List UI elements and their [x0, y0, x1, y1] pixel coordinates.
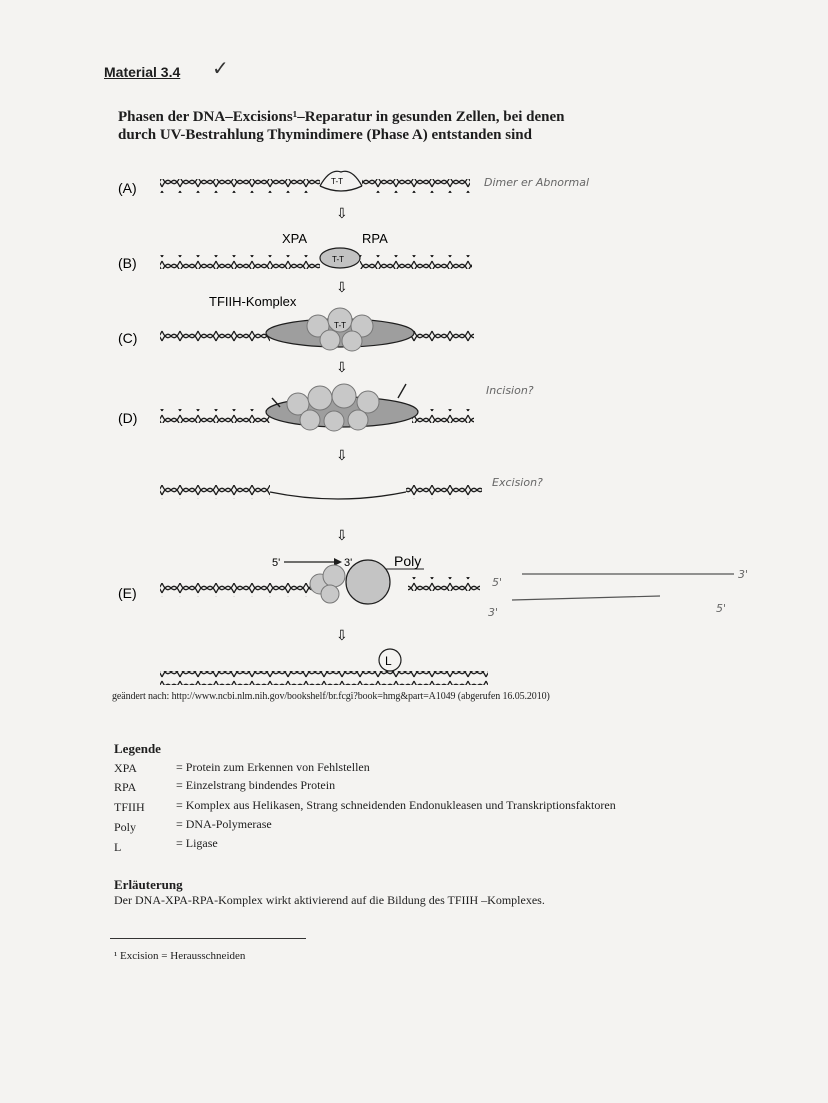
dna-strand-excised — [160, 485, 482, 499]
legend-def-xpa: = Protein zum Erkennen von Fehlstellen — [176, 760, 370, 774]
svg-text:T-T: T-T — [334, 321, 346, 330]
handwritten-5prime-a: 5' — [492, 576, 503, 589]
legend-term-xpa: XPA — [114, 761, 137, 775]
check-mark-icon: ✓ — [212, 58, 229, 80]
arrow-down-icon: ⇩ — [336, 447, 348, 463]
phase-label-d: (D) — [118, 410, 138, 426]
footnote-divider — [110, 938, 306, 939]
dna-strand-e — [160, 560, 480, 604]
legend-term-poly: Poly — [114, 820, 137, 834]
arrow-down-icon: ⇩ — [336, 627, 348, 643]
arrow-down-icon: ⇩ — [336, 527, 348, 543]
source-citation: geändert nach: http://www.ncbi.nlm.nih.gov/bookshelf/br.fcgi?book=hmg&part=A1049 (abgerufen 16.05.2010) — [112, 691, 550, 702]
arrow-down-icon: ⇩ — [336, 279, 348, 295]
footnote: ¹ Excision = Herausschneiden — [114, 950, 246, 962]
title-line-2: durch UV-Bestrahlung Thymindimere (Phase A) entstanden sind — [118, 127, 532, 143]
dna-strand-c — [160, 308, 474, 351]
handwritten-5prime-b: 5' — [716, 602, 727, 615]
phase-label-a: (A) — [118, 180, 137, 196]
arrow-down-icon: ⇩ — [336, 359, 348, 375]
legend-def-ligase: = Ligase — [176, 836, 218, 850]
legend-term-ligase: L — [114, 840, 122, 854]
legend-term-rpa: RPA — [114, 780, 137, 794]
dna-strand-a — [160, 171, 470, 193]
legend-heading: Legende — [114, 741, 161, 756]
explanation-heading: Erläuterung — [114, 877, 183, 892]
legend-def-tfiih: = Komplex aus Helikasen, Strang schneidenden Endonukleasen und Transkriptionsfaktoren — [176, 798, 616, 812]
legend-def-poly: = DNA-Polymerase — [176, 817, 272, 831]
handwritten-strand-sketch — [512, 574, 734, 600]
material-label: Material 3.4 — [104, 64, 181, 80]
excision-annotation: Excision? — [492, 476, 543, 489]
xpa-label: XPA — [282, 231, 308, 246]
title-line-1: Phasen der DNA–Excisions¹–Reparatur in gesunden Zellen, bei denen — [118, 109, 565, 125]
legend-def-rpa: = Einzelstrang bindendes Protein — [176, 778, 336, 792]
handwritten-3prime-b: 3' — [738, 568, 749, 581]
arrow-down-icon: ⇩ — [336, 205, 348, 221]
dna-strand-d — [160, 384, 474, 431]
handwritten-3prime-a: 3' — [488, 606, 499, 619]
legend-term-tfiih: TFIIH — [114, 800, 145, 814]
dna-strand-repaired — [160, 649, 488, 685]
dna-strand-b — [160, 248, 472, 269]
tfiih-label: TFIIH-Komplex — [209, 294, 297, 309]
five-prime-label: 5' — [272, 557, 281, 569]
dimer-annotation: Dimer er Abnormal — [484, 176, 590, 189]
three-prime-label: 3' — [344, 557, 353, 569]
thymine-dimer-label: T-T — [331, 177, 343, 186]
phase-label-c: (C) — [118, 330, 138, 346]
incision-annotation: Incision? — [486, 384, 534, 397]
poly-label: Poly — [394, 553, 422, 569]
phase-label-e: (E) — [118, 585, 137, 601]
phase-label-b: (B) — [118, 255, 137, 271]
explanation-text: Der DNA-XPA-RPA-Komplex wirkt aktivierend auf die Bildung des TFIIH –Komplexes. — [114, 893, 545, 907]
rpa-label: RPA — [362, 231, 388, 246]
svg-text:T-T: T-T — [332, 255, 344, 264]
ligase-label: L — [385, 654, 392, 668]
